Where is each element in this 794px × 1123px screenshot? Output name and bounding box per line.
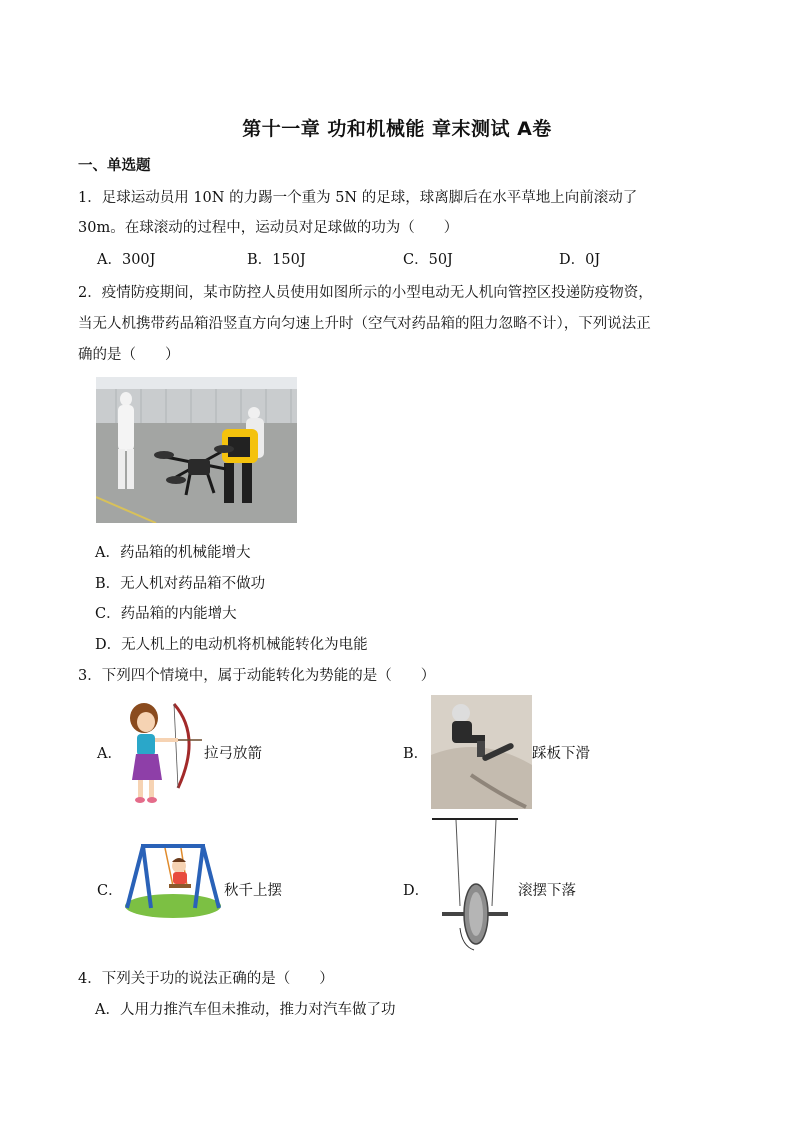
question-4-stem: 4．下列关于功的说法正确的是（ ） (78, 971, 334, 987)
page-title: 第十一章 功和机械能 章末测试 A卷 (242, 118, 552, 140)
q2-option-c: C．药品箱的内能增大 (95, 606, 237, 622)
skateboard-photo (431, 695, 532, 809)
q3-option-d-letter: D． (403, 883, 430, 899)
q2-option-d: D．无人机上的电动机将机械能转化为电能 (95, 637, 368, 653)
question-2-line-1: 2．疫情防疫期间，某市防控人员使用如图所示的小型电动无人机向管控区投递防疫物资， (78, 285, 653, 301)
q3-option-b-letter: B． (403, 746, 429, 762)
q2-option-b: B．无人机对药品箱不做功 (95, 576, 266, 592)
question-2-line-3: 确的是（ ） (78, 347, 180, 363)
question-2-line-2: 当无人机携带药品箱沿竖直方向匀速上升时（空气对药品箱的阻力忽略不计），下列说法正 (78, 316, 651, 332)
q3-option-c-letter: C． (97, 883, 123, 899)
question-1-line-2: 30m。在球滚动的过程中，运动员对足球做的功为（ ） (78, 220, 459, 236)
rolling-pendulum-image (430, 816, 520, 956)
q1-option-d: D．0J (559, 252, 601, 268)
swing-image (121, 840, 225, 920)
q3-option-b-caption: 踩板下滑 (532, 746, 590, 762)
q1-option-b: B．150J (247, 252, 306, 268)
q1-option-c: C．50J (403, 252, 453, 268)
q2-option-a: A．药品箱的机械能增大 (95, 545, 251, 561)
q3-option-a-caption: 拉弓放箭 (204, 746, 262, 762)
drone-photo (96, 377, 297, 523)
q3-option-d-caption: 滚摆下落 (518, 883, 576, 899)
section-heading: 一、单选题 (78, 158, 151, 174)
q3-option-c-caption: 秋千上摆 (224, 883, 282, 899)
q4-option-a: A．人用力推汽车但未推动，推力对汽车做了功 (95, 1002, 396, 1018)
archer-girl-image (122, 696, 206, 808)
question-1-line-1: 1．足球运动员用 10N 的力踢一个重为 5N 的足球，球离脚后在水平草地上向前滚动了 (78, 190, 638, 206)
question-3-stem: 3．下列四个情境中，属于动能转化为势能的是（ ） (78, 668, 436, 684)
q3-option-a-letter: A． (97, 746, 122, 762)
q1-option-a: A．300J (97, 252, 156, 268)
